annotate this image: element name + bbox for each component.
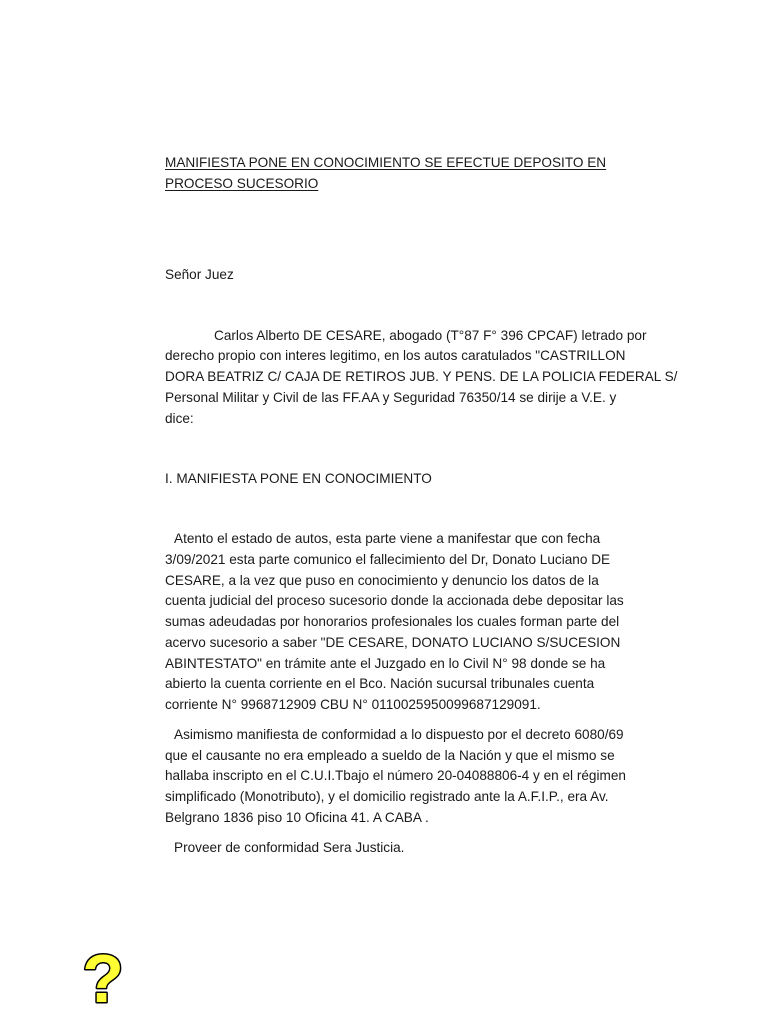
intro-line-2: derecho propio con interes legitimo, en los autos caratulados "CASTRILLON: [165, 348, 626, 363]
question-mark-glyph: ?: [82, 944, 124, 1014]
paragraph2-line-3: hallaba inscripto en el C.U.I.Tbajo el número 20-04088806-4 y en el régimen: [165, 768, 626, 783]
intro-line-4: Personal Militar y Civil de las FF.AA y Seguridad 76350/14 se dirije a V.E. y: [165, 390, 617, 405]
intro-line-1: Carlos Alberto DE CESARE, abogado (T°87 F° 396 CPCAF) letrado por: [214, 328, 647, 343]
paragraph1-line-1: Atento el estado de autos, esta parte viene a manifestar que con fecha: [174, 531, 601, 546]
paragraph2-line-1: Asimismo manifiesta de conformidad a lo dispuesto por el decreto 6080/69: [174, 727, 624, 742]
paragraph2-line-4: simplificado (Monotributo), y el domicilio registrado ante la A.F.I.P., era Av.: [165, 789, 609, 804]
paragraph1-line-3: CESARE, a la vez que puso en conocimiento y denuncio los datos de la: [165, 573, 599, 588]
salutation: Señor Juez: [165, 267, 234, 282]
section-heading: I. MANIFIESTA PONE EN CONOCIMIENTO: [165, 471, 432, 486]
paragraph1-line-4: cuenta judicial del proceso sucesorio donde la accionada debe depositar las: [165, 593, 624, 608]
paragraph2-line-2: que el causante no era empleado a sueldo de la Nación y que el mismo se: [165, 748, 615, 763]
paragraph1-line-2: 3/09/2021 esta parte comunico el fallecimiento del Dr, Donato Luciano DE: [165, 552, 611, 567]
document-title-line-2: PROCESO SUCESORIO: [165, 176, 319, 191]
question-mark-icon[interactable]: [78, 944, 128, 1014]
intro-line-3: DORA BEATRIZ C/ CAJA DE RETIROS JUB. Y PENS. DE LA POLICIA FEDERAL S/: [165, 369, 678, 384]
paragraph1-line-9: corriente N° 9968712909 CBU N° 0110025950099687129091.: [165, 697, 541, 712]
paragraph1-line-5: sumas adeudadas por honorarios profesionales los cuales forman parte del: [165, 614, 620, 629]
paragraph1-line-6: acervo sucesorio a saber "DE CESARE, DONATO LUCIANO S/SUCESION: [165, 635, 621, 650]
closing-line: Proveer de conformidad Sera Justicia.: [174, 840, 405, 855]
intro-line-5: dice:: [165, 411, 194, 426]
document-title-line-1: MANIFIESTA PONE EN CONOCIMIENTO SE EFECTUE DEPOSITO EN: [165, 155, 607, 170]
paragraph1-line-8: abierto la cuenta corriente en el Bco. Nación sucursal tribunales cuenta: [165, 676, 595, 691]
paragraph1-line-7: ABINTESTATO" en trámite ante el Juzgado en lo Civil N° 98 donde se ha: [165, 656, 606, 671]
paragraph2-line-5: Belgrano 1836 piso 10 Oficina 41. A CABA .: [165, 810, 429, 825]
